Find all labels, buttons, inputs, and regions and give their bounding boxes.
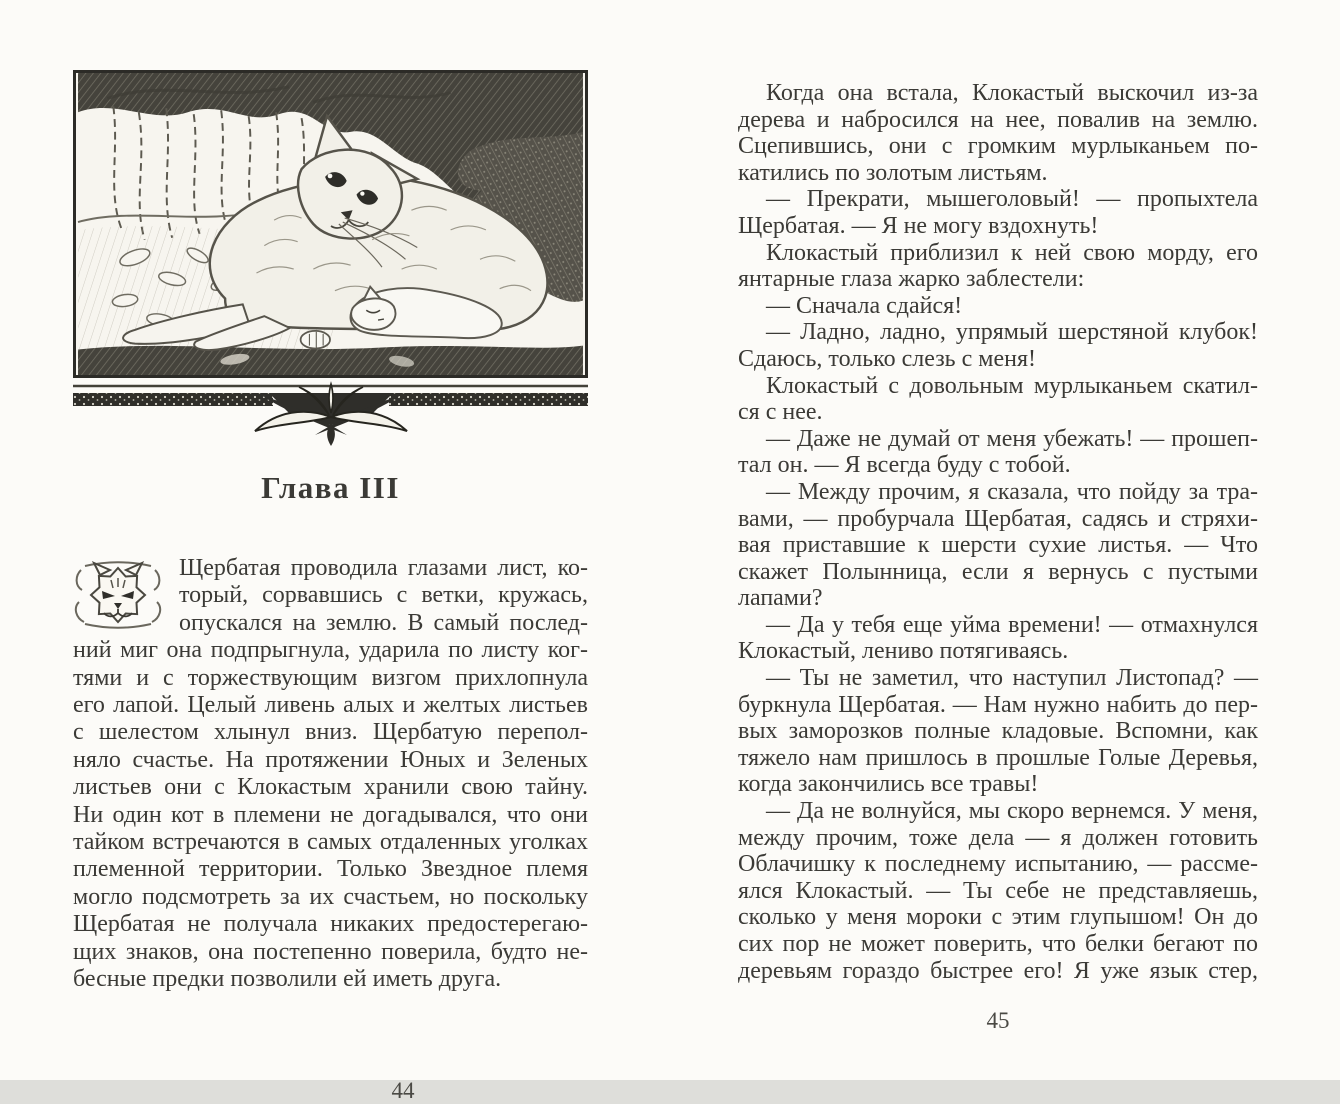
text-line: — Сначала сдайся! [766, 292, 963, 319]
text-line: ялся Клокастый. — Ты себе не представляешь, [738, 877, 1258, 904]
paragraph [738, 319, 1258, 372]
text-line: — Прекрати, мышеголовый! — пропыхтела [766, 186, 1258, 213]
text-line: Щербатая проводила глазами лист, ко- [179, 555, 588, 581]
paragraph [738, 373, 1258, 426]
text-line: племенной территории. Только Звездное племя [73, 856, 588, 883]
text-line: катились по золотым листьям. [738, 159, 1048, 186]
text-line: Облачишку к последнему испытанию, — рассме- [738, 851, 1258, 878]
text-line: янтарные глаза жарко заблестели: [738, 266, 1085, 293]
paragraph [738, 80, 1258, 186]
text-line: тями и с торжествующим визгом прихлопнула [73, 664, 588, 691]
text-line: с шелестом хлынул вниз. Щербатую перепол- [73, 719, 588, 746]
text-line: Ни один кот в племени не догадывался, что они [73, 801, 588, 828]
paragraph [738, 186, 1258, 239]
small-cat-paw [301, 331, 330, 349]
text-line: Сдаюсь, только слезь с меня! [738, 345, 1036, 372]
text-line: лапами? [738, 585, 823, 612]
two-cats-engraving [73, 70, 588, 378]
text-line: опускался на землю. В самый послед- [179, 609, 588, 636]
paragraph [738, 479, 1258, 612]
text-line: — Ты не заметил, что наступил Листопад? — [766, 665, 1258, 692]
text-line: вых заморозков полные кладовые. Вспомни, как [738, 718, 1258, 745]
text-line: между прочим, тоже дела — я должен готовить [738, 824, 1258, 851]
paragraph [738, 240, 1258, 293]
text-line: ний миг она подпрыгнула, ударила по листу ког- [73, 637, 588, 664]
ground-strip [78, 346, 583, 375]
paragraph [738, 612, 1258, 665]
text-line: ся с нее. [738, 399, 823, 426]
text-line: — Даже не думай от меня убежать! — прошеп- [766, 425, 1258, 452]
paragraph [738, 293, 1258, 320]
text-line: Щербатая не получала никаких предостерегаю- [73, 911, 588, 938]
text-line: когда закончились все травы! [738, 771, 1039, 798]
text-line: бесные предки позволили ей иметь друга. [73, 966, 502, 993]
text-line: тайком встречаются в самых отдаленных уголках [73, 829, 588, 856]
text-line: тяжело нам пришлось в прошлые Голые Деревья, [738, 744, 1258, 771]
text-line: Когда она встала, Клокастый выскочил из-за [766, 80, 1258, 106]
chapter-illustration [73, 70, 588, 378]
text-line: листьев они с Клокастым хранили свою тайну. [73, 774, 588, 801]
chapter-text [73, 555, 588, 994]
divider-band-left [73, 393, 273, 406]
text-line: няло счастье. На протяжении Юных и Зеленых [73, 746, 588, 773]
text-line: Клокастый с довольным мурлыканьем скатил- [766, 372, 1258, 399]
page-text [738, 80, 1258, 984]
text-line: — Да у тебя еще уйма времени! — отмахнулся [766, 611, 1258, 638]
text-line: торый, сорвавшись с ветки, кружась, [179, 582, 588, 609]
text-line: — Между прочим, я сказала, что пойду за тра- [766, 478, 1258, 505]
text-line: вами, — пробурчала Щербатая, садясь и стряхи- [738, 505, 1258, 532]
chapter-heading: Глава III [261, 470, 400, 505]
page-number-left: 44 [391, 1078, 415, 1103]
text-line: Клокастый приблизил к ней свою морду, его [766, 239, 1258, 266]
text-line: тал он. — Я всегда буду с тобой. [738, 452, 1071, 479]
page-left [73, 70, 588, 1103]
text-line: буркнула Щербатая. — Нам нужно набить до пер- [738, 691, 1258, 718]
text-line: Сцепившись, они с громким мурлыканьем по- [738, 133, 1258, 160]
paragraph [738, 798, 1258, 984]
text-line: деревьям гораздо быстрее его! Я уже язык стер, [738, 957, 1258, 984]
text-line: могло подсмотреть за их счастьем, но поскольку [73, 883, 588, 910]
text-line: Щербатая. — Я не могу вздохнуть! [738, 212, 1099, 239]
page-number-right: 45 [986, 1008, 1010, 1033]
divider-band-right [389, 393, 588, 406]
cat-head-ornament-icon [73, 558, 163, 632]
text-line: сколько у меня мороки с этим глупышом! Он до [738, 904, 1258, 931]
text-line: его лапой. Целый ливень алых и желтых листьев [73, 692, 588, 719]
text-line: скажет Полынница, если я вернусь с пустыми [738, 558, 1258, 585]
section-divider [73, 381, 588, 447]
text-line: Клокастый, лениво потягиваясь. [738, 638, 1069, 665]
text-line: дерева и набросился на нее, повалив на землю. [738, 106, 1258, 133]
text-line: — Ладно, ладно, упрямый шерстяной клубок! [766, 319, 1258, 346]
paragraph [738, 426, 1258, 479]
text-line: вая приставшие к шерсти сухие листья. — Что [738, 532, 1258, 559]
page-right [738, 80, 1258, 984]
leaf-ornament-icon [255, 384, 407, 446]
paragraph [738, 665, 1258, 798]
text-line: — Да не волнуйся, мы скоро вернемся. У меня, [766, 798, 1258, 825]
text-line: щих знаков, она постепенно поверила, будто не- [73, 938, 588, 965]
text-line: сих пор не может поверить, что белки бегают по [738, 931, 1258, 957]
